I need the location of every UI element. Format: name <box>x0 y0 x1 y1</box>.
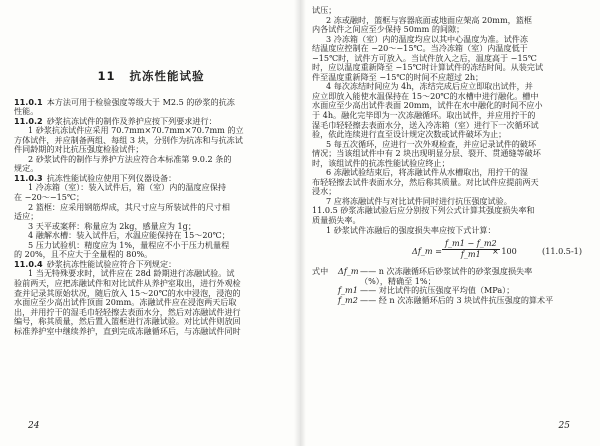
text-line <box>14 279 288 289</box>
text-line <box>14 174 288 184</box>
text-line: 11.0.5 砂浆冻融试验后应分别按下列公式计算其强度损失率和 <box>312 206 535 216</box>
text-line: 内各试件之间应至少保持 50mm 的间隙； <box>312 25 465 35</box>
definition-symbol: Δf_m <box>338 267 359 277</box>
line-text: 性能。 <box>14 107 39 117</box>
text-line: 7 应将冻融试件与对比试件同时进行抗压强度试验。 <box>326 196 512 206</box>
line-text: 规定。 <box>14 164 39 174</box>
text-line <box>14 317 288 327</box>
line-text: 编号，称其质量，然后置入篮框进行冻融试验。对比试件则放回 <box>14 317 241 327</box>
line-text: 砂浆抗冻试件的制作及养护应按下列要求进行： <box>46 116 217 126</box>
text-line <box>14 107 288 117</box>
chapter-number: 11 <box>97 69 116 83</box>
clause-number: 11.0.4 <box>14 259 43 269</box>
line-text: 4 融解水槽：装入试件后，水温应能保持在 15～20℃； <box>28 231 230 241</box>
text-line: 湿毛巾轻轻擦去表面水分，送入冷冻箱（室）进行下一次循环试 <box>312 120 539 130</box>
text-line: 件至温度重新降至 −15℃的时间不应超过 2h； <box>312 72 484 82</box>
line-text: 砂浆抗冻性能试验应符合下列规定： <box>46 259 177 269</box>
text-line <box>14 164 288 174</box>
text-line <box>14 231 288 241</box>
formula-tail: × 100 <box>492 246 517 257</box>
left-page-number: 24 <box>28 421 40 432</box>
text-line: 水面应至少高出试件表面 20mm，试件在水中融化的时间不应小 <box>312 101 543 111</box>
text-line <box>14 183 288 193</box>
line-text: 的 20%，且不应大于全量程的 80%。 <box>14 250 153 260</box>
line-text: 标准养护室中继续养护，直到完成冻融循环后，与冻融试件同时 <box>14 326 241 336</box>
left-page-body <box>14 98 288 337</box>
text-line: 5 每五次循环，应进行一次外观检查，并应记录试件的破坏 <box>326 139 537 149</box>
line-text: 3 天平或案秤：称量应为 2kg，感量应为 1g； <box>28 221 196 231</box>
definition-text: （%），精确至 1%； <box>360 276 436 286</box>
text-line <box>14 222 288 232</box>
text-line: 试压； <box>312 6 337 15</box>
text-line: 6 冻融试验结束后，将冻融试件从水槽取出，用拧干的湿 <box>326 168 528 178</box>
text-line <box>14 145 288 155</box>
line-text: 5 压力试验机：精度应为 1%，量程应不小于压力机量程 <box>28 240 230 250</box>
definition-line <box>312 286 590 296</box>
formula-11-0-5-1 <box>312 239 590 265</box>
line-text: 1 冷冻箱（室）：装入试件后，箱（室）内的温度应保持 <box>28 183 226 193</box>
definition-text: —— n 次冻融循环后砂浆试件的砂浆强度损失率 <box>360 267 533 277</box>
text-line <box>14 98 288 108</box>
definition-text: —— 经 n 次冻融循环后的 3 块试件抗压强度的算术平 <box>360 295 554 305</box>
text-line: 结温度应控制在 −20～−15℃。当冷冻箱（室）内温度低于 <box>312 44 528 54</box>
text-line <box>14 193 288 203</box>
text-line: 布轻轻擦去试件表面水分，然后称其质量。对比试件应提前两天 <box>312 177 539 187</box>
text-line: 2 冻或融时，篮框与容器底面或地面应架高 20mm，篮框 <box>326 15 532 25</box>
definition-symbol: f_m2 <box>338 295 358 305</box>
text-line: 验，依此连续进行直至设计规定次数或试件破坏为止； <box>312 130 507 140</box>
text-line <box>14 250 288 260</box>
text-line: 3 冷冻箱（室）内的温度均应以其中心温度为准。试件冻 <box>326 34 528 44</box>
text-line <box>14 155 288 165</box>
formula-numerator: f_m1 − f_m2 <box>442 239 500 250</box>
text-line: 1 砂浆试件冻融后的强度损失率应按下式计算： <box>326 225 496 235</box>
definition-label: 式中 <box>312 267 329 277</box>
line-text: 水面应至少高出试件顶面 20mm。冻融试件应在浸泡两天后取 <box>14 298 237 308</box>
line-text: 出，并用拧干的湿毛巾轻轻擦去表面水分，然后对冻融试件进行 <box>14 307 241 317</box>
definition-line <box>312 296 590 306</box>
line-text: 方体试件，并应制备两组、每组 3 块，分别作为抗冻和与抗冻试 <box>14 135 243 145</box>
text-line <box>14 203 288 213</box>
line-text: 件同龄期的对比抗压强度检验试件； <box>14 145 144 155</box>
line-text: 1 当无特殊要求时，试件应在 28d 龄期进行冻融试验。试 <box>28 269 235 279</box>
text-line: 质量损失率。 <box>312 216 361 226</box>
text-line <box>14 308 288 318</box>
line-text: 验前两天，应把冻融试件和对比试件从养护室取出，进行外观检 <box>14 278 241 288</box>
definition-line <box>312 277 590 287</box>
text-line: 4 每次冻结时间应为 4h，冻结完成后应立即取出试件，并 <box>326 82 533 92</box>
text-line: 时，该组试件的抗冻性能试验应终止； <box>312 158 450 168</box>
text-line <box>14 136 288 146</box>
formula-denominator: f_m1 <box>460 248 481 259</box>
text-line <box>14 260 288 270</box>
chapter-title-text: 抗冻性能试验 <box>129 69 205 83</box>
right-page-body <box>312 6 590 235</box>
text-line <box>14 212 288 222</box>
formula-lhs: Δf_m = <box>412 246 442 257</box>
text-line: 应立即放入能使水温保持在 15～20℃的水槽中进行融化。槽中 <box>312 91 539 101</box>
text-line: 浸水； <box>312 187 337 197</box>
text-line <box>14 327 288 337</box>
text-line <box>14 289 288 299</box>
text-line <box>14 126 288 136</box>
text-line: −15℃时，试件方可放入。当试件放入之后，温度高于 −15℃ <box>312 53 537 63</box>
line-text: 1 砂浆抗冻试件应采用 70.7mm×70.7mm×70.7mm 的立 <box>28 126 244 136</box>
line-text: 在 −20～−15℃； <box>14 193 85 203</box>
text-line: 情况；当该组试件中有 2 块出现明显分层、裂开、贯通缝等破坏 <box>312 149 541 159</box>
text-line: 时，应以温度重新降至 −15℃时计算试件的冻结时间。从装完试 <box>312 63 544 73</box>
line-text: 抗冻性能试验应使用下列仪器设备： <box>46 173 177 183</box>
definition-text: —— 对比试件的抗压强度平均值（MPa）； <box>360 286 515 296</box>
clause-number: 11.0.2 <box>14 116 43 126</box>
text-line <box>14 269 288 279</box>
line-text: 2 篮框：应采用钢筋焊成，其尺寸应与所装试件的尺寸相 <box>28 202 230 212</box>
text-line: 于 4h。融化完毕即为一次冻融循环。取出试件，并应用拧干的 <box>312 111 536 121</box>
definition-symbol: f_m1 <box>338 286 358 296</box>
right-page-number: 25 <box>558 421 570 432</box>
clause-number: 11.0.1 <box>14 97 43 107</box>
right-page <box>300 0 600 446</box>
line-text: 适应； <box>14 212 39 222</box>
line-text: 本方法可用于检验强度等级大于 M2.5 的砂浆的抗冻 <box>46 97 235 107</box>
clause-number: 11.0.3 <box>14 173 43 183</box>
text-line <box>14 241 288 251</box>
definition-line <box>312 267 590 277</box>
chapter-title <box>14 70 288 84</box>
equation-number: (11.0.5-1) <box>542 246 582 257</box>
line-text: 查并记录其原始状况，随后放入 15～20℃的水中浸泡，浸泡的 <box>14 288 241 298</box>
text-line <box>14 117 288 127</box>
text-line <box>14 298 288 308</box>
line-text: 2 砂浆试件的制作与养护方法应符合本标准第 9.0.2 条的 <box>28 154 232 164</box>
symbol-definitions <box>312 267 590 305</box>
